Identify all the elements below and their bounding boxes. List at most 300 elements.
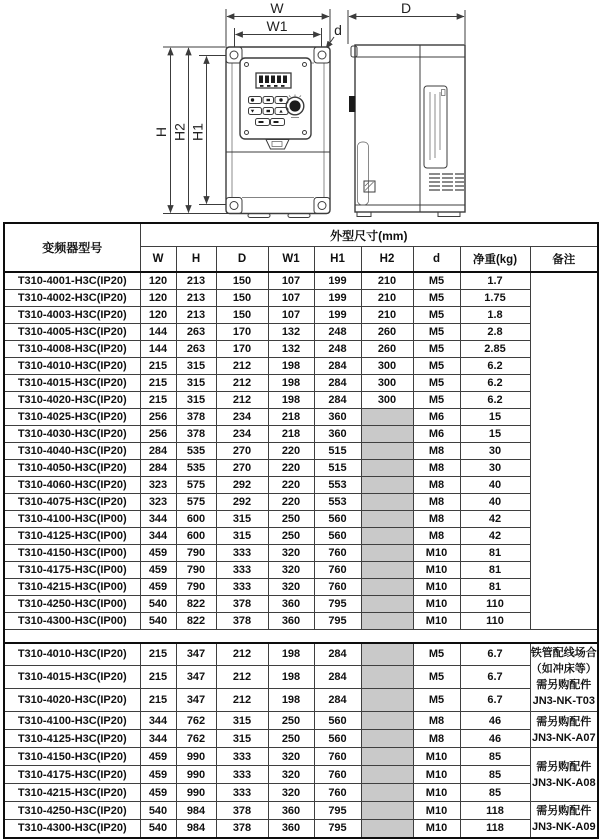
table-row xyxy=(4,391,598,408)
dim-cell: 1.7 xyxy=(460,272,530,289)
table-row xyxy=(4,612,598,629)
dim-cell: M5 xyxy=(413,340,460,357)
separator-row xyxy=(4,629,598,643)
table-row xyxy=(4,459,598,476)
dim-cell: 132 xyxy=(268,340,314,357)
dim-cell: 107 xyxy=(268,289,314,306)
dim-cell: M8 xyxy=(413,510,460,527)
dim-cell: 284 xyxy=(314,374,361,391)
model-cell: T310-4020-H3C(IP20) xyxy=(4,689,140,712)
header-model: 变频器型号 xyxy=(4,223,140,272)
model-cell: T310-4008-H3C(IP20) xyxy=(4,340,140,357)
remark-line: 需另购配件 xyxy=(536,679,592,692)
table-row xyxy=(4,784,598,802)
dim-cell: 300 xyxy=(361,374,413,391)
dim-cell: 990 xyxy=(176,748,216,766)
dim-cell: 212 xyxy=(216,357,268,374)
table-row xyxy=(4,306,598,323)
dim-cell: M5 xyxy=(413,689,460,712)
model-cell: T310-4125-H3C(IP00) xyxy=(4,527,140,544)
dim-cell: 215 xyxy=(140,374,176,391)
dim-cell: 215 xyxy=(140,666,176,689)
remark-line: JN3-NK-A09 xyxy=(532,821,596,834)
dim-cell: 459 xyxy=(140,544,176,561)
dim-label-d: d xyxy=(334,22,342,38)
dim-cell: 333 xyxy=(216,748,268,766)
dim-cell: M5 xyxy=(413,289,460,306)
dim-cell: 210 xyxy=(361,289,413,306)
table-row xyxy=(4,666,598,689)
dim-cell: M5 xyxy=(413,357,460,374)
dim-cell: 292 xyxy=(216,493,268,510)
dim-label-w: W xyxy=(270,0,284,16)
model-cell: T310-4020-H3C(IP20) xyxy=(4,391,140,408)
table-row xyxy=(4,510,598,527)
dim-cell xyxy=(361,459,413,476)
model-cell: T310-4150-H3C(IP00) xyxy=(4,544,140,561)
dim-cell: 248 xyxy=(314,340,361,357)
dim-cell: 250 xyxy=(268,730,314,748)
dim-cell: 575 xyxy=(176,476,216,493)
dim-cell: 540 xyxy=(140,820,176,838)
dim-cell: 256 xyxy=(140,408,176,425)
dim-cell: 560 xyxy=(314,730,361,748)
dim-cell: 210 xyxy=(361,306,413,323)
dim-cell: 984 xyxy=(176,802,216,820)
dim-cell: 199 xyxy=(314,289,361,306)
dim-cell: M8 xyxy=(413,476,460,493)
front-view xyxy=(153,0,342,218)
table-row xyxy=(4,442,598,459)
dim-cell: 535 xyxy=(176,442,216,459)
dim-cell: 212 xyxy=(216,689,268,712)
remark-line: JN3-NK-T03 xyxy=(532,695,595,708)
dim-cell: M6 xyxy=(413,425,460,442)
dim-cell: 790 xyxy=(176,578,216,595)
dim-cell: 150 xyxy=(216,289,268,306)
dim-cell: 333 xyxy=(216,578,268,595)
dim-cell: 459 xyxy=(140,748,176,766)
dim-cell: 378 xyxy=(216,820,268,838)
dim-cell: 118 xyxy=(460,820,530,838)
dim-cell: 263 xyxy=(176,323,216,340)
dim-cell xyxy=(361,748,413,766)
dim-cell: 284 xyxy=(140,459,176,476)
dim-cell: 234 xyxy=(216,425,268,442)
dim-cell xyxy=(361,442,413,459)
dim-cell: 6.2 xyxy=(460,357,530,374)
dim-cell: 320 xyxy=(268,748,314,766)
model-cell: T310-4003-H3C(IP20) xyxy=(4,306,140,323)
dim-cell: 132 xyxy=(268,323,314,340)
dim-cell: 85 xyxy=(460,748,530,766)
model-cell: T310-4250-H3C(IP20) xyxy=(4,802,140,820)
dim-cell: M8 xyxy=(413,730,460,748)
dim-cell: 378 xyxy=(176,408,216,425)
dim-cell xyxy=(361,527,413,544)
keypad-panel xyxy=(240,58,311,139)
dim-cell: 315 xyxy=(176,357,216,374)
dim-cell: 347 xyxy=(176,666,216,689)
dim-cell: 2.85 xyxy=(460,340,530,357)
dim-cell: 360 xyxy=(268,595,314,612)
dim-cell: 15 xyxy=(460,408,530,425)
header-remarks: 备注 xyxy=(530,247,598,273)
dim-cell xyxy=(361,612,413,629)
dim-cell: 150 xyxy=(216,306,268,323)
dim-cell: 220 xyxy=(268,442,314,459)
remark-line: 铁管配线场合 xyxy=(530,647,597,660)
table-row xyxy=(4,476,598,493)
dim-cell: 270 xyxy=(216,442,268,459)
dim-cell: 600 xyxy=(176,510,216,527)
dim-cell: 990 xyxy=(176,784,216,802)
dimension-drawing xyxy=(0,0,600,222)
dim-cell: 575 xyxy=(176,493,216,510)
side-view xyxy=(348,0,465,217)
dim-cell: 120 xyxy=(140,272,176,289)
dim-cell: 795 xyxy=(314,612,361,629)
separator-cell xyxy=(4,629,598,643)
dim-cell xyxy=(361,493,413,510)
dim-cell: 795 xyxy=(314,820,361,838)
table-row xyxy=(4,323,598,340)
dim-cell: 795 xyxy=(314,802,361,820)
dim-cell: 300 xyxy=(361,357,413,374)
dim-cell: 344 xyxy=(140,712,176,730)
dim-cell: 320 xyxy=(268,578,314,595)
dim-cell xyxy=(361,561,413,578)
dim-cell: M10 xyxy=(413,544,460,561)
dim-cell: 6.7 xyxy=(460,689,530,712)
dim-cell: 6.2 xyxy=(460,374,530,391)
dim-cell: 6.7 xyxy=(460,643,530,666)
model-cell: T310-4215-H3C(IP00) xyxy=(4,578,140,595)
model-cell: T310-4250-H3C(IP00) xyxy=(4,595,140,612)
dim-cell: 540 xyxy=(140,612,176,629)
dim-cell: 144 xyxy=(140,323,176,340)
dim-cell: 320 xyxy=(268,561,314,578)
dim-cell: 320 xyxy=(268,544,314,561)
dim-cell: 199 xyxy=(314,306,361,323)
table-row xyxy=(4,802,598,820)
dim-cell: M5 xyxy=(413,374,460,391)
dim-cell: M5 xyxy=(413,306,460,323)
dim-cell: 344 xyxy=(140,510,176,527)
dim-cell: 260 xyxy=(361,323,413,340)
dim-cell: 85 xyxy=(460,784,530,802)
dim-cell: 215 xyxy=(140,391,176,408)
dim-cell: 315 xyxy=(176,391,216,408)
dim-cell: 199 xyxy=(314,272,361,289)
dim-cell: 250 xyxy=(268,510,314,527)
table-row xyxy=(4,425,598,442)
dim-cell: 213 xyxy=(176,306,216,323)
dim-cell: 315 xyxy=(216,527,268,544)
dim-cell: 40 xyxy=(460,476,530,493)
table-row xyxy=(4,374,598,391)
dim-cell: 515 xyxy=(314,442,361,459)
dim-cell: 248 xyxy=(314,323,361,340)
dim-cell: 284 xyxy=(140,442,176,459)
dim-cell: 459 xyxy=(140,784,176,802)
remark-cell xyxy=(530,712,598,748)
dim-cell: 30 xyxy=(460,442,530,459)
dim-cell: 2.8 xyxy=(460,323,530,340)
table-row xyxy=(4,340,598,357)
dim-cell: 170 xyxy=(216,323,268,340)
dim-cell: M5 xyxy=(413,391,460,408)
dim-cell: M8 xyxy=(413,459,460,476)
model-cell: T310-4040-H3C(IP20) xyxy=(4,442,140,459)
dim-cell: 315 xyxy=(216,510,268,527)
dim-cell: 15 xyxy=(460,425,530,442)
dim-cell xyxy=(361,666,413,689)
model-cell: T310-4300-H3C(IP20) xyxy=(4,820,140,838)
dim-cell: M10 xyxy=(413,802,460,820)
remark-line: （如冲床等） xyxy=(530,663,597,676)
table-row xyxy=(4,730,598,748)
dim-cell: 378 xyxy=(216,612,268,629)
dim-cell: 378 xyxy=(176,425,216,442)
model-cell: T310-4050-H3C(IP20) xyxy=(4,459,140,476)
dim-cell: 263 xyxy=(176,340,216,357)
dim-cell: 760 xyxy=(314,784,361,802)
dim-cell: 760 xyxy=(314,578,361,595)
model-cell: T310-4175-H3C(IP00) xyxy=(4,561,140,578)
dim-cell: 150 xyxy=(216,272,268,289)
dim-cell: M8 xyxy=(413,527,460,544)
dim-cell: 260 xyxy=(361,340,413,357)
dim-label-h2: H2 xyxy=(171,123,188,141)
model-cell: T310-4215-H3C(IP20) xyxy=(4,784,140,802)
dim-cell: 600 xyxy=(176,527,216,544)
dim-cell: 118 xyxy=(460,802,530,820)
model-cell: T310-4100-H3C(IP00) xyxy=(4,510,140,527)
dim-cell: 560 xyxy=(314,712,361,730)
dim-cell: 822 xyxy=(176,595,216,612)
dim-label-depth: D xyxy=(400,0,412,16)
dim-cell: M10 xyxy=(413,578,460,595)
dim-cell: 284 xyxy=(314,689,361,712)
dim-cell: 540 xyxy=(140,595,176,612)
dim-cell: 315 xyxy=(216,712,268,730)
dim-cell: 1.75 xyxy=(460,289,530,306)
dim-cell: 220 xyxy=(268,493,314,510)
dim-cell: M10 xyxy=(413,595,460,612)
dim-cell xyxy=(361,476,413,493)
dim-label-h1: H1 xyxy=(189,123,206,141)
dim-cell: 198 xyxy=(268,374,314,391)
table-row xyxy=(4,544,598,561)
dim-cell: 333 xyxy=(216,766,268,784)
table-row xyxy=(4,357,598,374)
header-w1: W1 xyxy=(268,247,314,273)
dim-cell: 344 xyxy=(140,730,176,748)
table-row xyxy=(4,493,598,510)
dim-cell xyxy=(361,595,413,612)
dim-cell: 320 xyxy=(268,784,314,802)
dim-cell: 213 xyxy=(176,289,216,306)
model-cell: T310-4100-H3C(IP20) xyxy=(4,712,140,730)
header-h2: H2 xyxy=(361,247,413,273)
dim-cell: 553 xyxy=(314,493,361,510)
dim-cell: 300 xyxy=(361,391,413,408)
dim-cell: 218 xyxy=(268,408,314,425)
dim-cell: 760 xyxy=(314,766,361,784)
dim-cell: 210 xyxy=(361,272,413,289)
dim-label-h: H xyxy=(153,126,169,138)
remark-cell xyxy=(530,643,598,712)
table-row xyxy=(4,289,598,306)
table-header-row xyxy=(4,223,598,247)
dim-cell: M6 xyxy=(413,408,460,425)
model-cell: T310-4175-H3C(IP20) xyxy=(4,766,140,784)
model-cell: T310-4125-H3C(IP20) xyxy=(4,730,140,748)
dim-cell: 198 xyxy=(268,666,314,689)
dim-cell: 212 xyxy=(216,391,268,408)
model-cell: T310-4060-H3C(IP20) xyxy=(4,476,140,493)
dim-cell: M5 xyxy=(413,272,460,289)
dim-cell: M5 xyxy=(413,643,460,666)
dim-cell: 270 xyxy=(216,459,268,476)
dim-cell: 292 xyxy=(216,476,268,493)
dim-cell: 198 xyxy=(268,357,314,374)
dim-cell: 215 xyxy=(140,357,176,374)
model-cell: T310-4015-H3C(IP20) xyxy=(4,374,140,391)
dim-cell: M5 xyxy=(413,666,460,689)
dim-cell: M5 xyxy=(413,323,460,340)
dim-cell: 234 xyxy=(216,408,268,425)
table-row xyxy=(4,561,598,578)
header-h: H xyxy=(176,247,216,273)
dim-cell: 212 xyxy=(216,374,268,391)
dim-cell: 81 xyxy=(460,578,530,595)
dim-cell xyxy=(361,408,413,425)
model-cell: T310-4005-H3C(IP20) xyxy=(4,323,140,340)
dim-cell: 46 xyxy=(460,712,530,730)
dim-cell: 198 xyxy=(268,689,314,712)
dim-cell: 347 xyxy=(176,643,216,666)
dim-cell xyxy=(361,643,413,666)
dim-cell xyxy=(361,820,413,838)
dim-cell xyxy=(361,766,413,784)
dim-cell: M10 xyxy=(413,561,460,578)
dim-cell xyxy=(361,425,413,442)
dim-cell: 215 xyxy=(140,689,176,712)
dim-cell: 144 xyxy=(140,340,176,357)
dim-cell: 762 xyxy=(176,730,216,748)
dim-cell: 250 xyxy=(268,712,314,730)
header-weight: 净重(kg) xyxy=(460,247,530,273)
dim-cell: 256 xyxy=(140,425,176,442)
model-cell: T310-4030-H3C(IP20) xyxy=(4,425,140,442)
dim-cell: 284 xyxy=(314,357,361,374)
dim-cell: 333 xyxy=(216,784,268,802)
dim-cell xyxy=(361,712,413,730)
dim-cell: 212 xyxy=(216,643,268,666)
dim-cell: 30 xyxy=(460,459,530,476)
dim-cell: M10 xyxy=(413,612,460,629)
dim-cell: 535 xyxy=(176,459,216,476)
model-cell: T310-4002-H3C(IP20) xyxy=(4,289,140,306)
dim-cell: 46 xyxy=(460,730,530,748)
dim-cell: 790 xyxy=(176,544,216,561)
dim-cell: 560 xyxy=(314,510,361,527)
dim-cell: 120 xyxy=(140,289,176,306)
dim-cell xyxy=(361,544,413,561)
dim-cell: 822 xyxy=(176,612,216,629)
dim-cell: 220 xyxy=(268,459,314,476)
dim-cell: 320 xyxy=(268,766,314,784)
dim-cell: 360 xyxy=(268,612,314,629)
dim-cell: 315 xyxy=(216,730,268,748)
dim-cell: 360 xyxy=(314,425,361,442)
dim-cell: 250 xyxy=(268,527,314,544)
header-w: W xyxy=(140,247,176,273)
dim-cell: 760 xyxy=(314,544,361,561)
dim-cell: M10 xyxy=(413,766,460,784)
dim-cell: 360 xyxy=(268,820,314,838)
dim-cell: 110 xyxy=(460,612,530,629)
dim-cell: 107 xyxy=(268,272,314,289)
model-cell: T310-4075-H3C(IP20) xyxy=(4,493,140,510)
dim-cell: 284 xyxy=(314,666,361,689)
table-row xyxy=(4,643,598,666)
remark-line: 需另购配件 xyxy=(536,715,592,728)
dim-cell: 344 xyxy=(140,527,176,544)
dim-cell: M8 xyxy=(413,493,460,510)
dim-cell: 170 xyxy=(216,340,268,357)
dim-cell: 560 xyxy=(314,527,361,544)
header-h1: H1 xyxy=(314,247,361,273)
header-d: D xyxy=(216,247,268,273)
model-cell: T310-4001-H3C(IP20) xyxy=(4,272,140,289)
dim-cell xyxy=(361,689,413,712)
dim-cell: 107 xyxy=(268,306,314,323)
dim-cell: 40 xyxy=(460,493,530,510)
dim-cell: M8 xyxy=(413,442,460,459)
dim-cell: 110 xyxy=(460,595,530,612)
dim-cell: M10 xyxy=(413,748,460,766)
dim-cell: 42 xyxy=(460,510,530,527)
dim-cell: 6.2 xyxy=(460,391,530,408)
remark-cell xyxy=(530,802,598,838)
dim-cell: 1.8 xyxy=(460,306,530,323)
dim-cell: 760 xyxy=(314,748,361,766)
table-row xyxy=(4,408,598,425)
dim-cell: 459 xyxy=(140,561,176,578)
dim-cell: M10 xyxy=(413,784,460,802)
table-row xyxy=(4,766,598,784)
dim-cell: 323 xyxy=(140,493,176,510)
table-row xyxy=(4,820,598,838)
dimensions-table xyxy=(3,222,599,839)
dim-cell: 198 xyxy=(268,643,314,666)
model-cell: T310-4015-H3C(IP20) xyxy=(4,666,140,689)
dim-label-w1: W1 xyxy=(266,18,288,34)
dim-cell: 790 xyxy=(176,561,216,578)
dim-cell: M8 xyxy=(413,712,460,730)
model-cell: T310-4300-H3C(IP00) xyxy=(4,612,140,629)
model-cell: T310-4010-H3C(IP20) xyxy=(4,357,140,374)
dim-cell: M10 xyxy=(413,820,460,838)
dim-cell: 553 xyxy=(314,476,361,493)
dim-cell: 459 xyxy=(140,578,176,595)
dim-cell: 6.7 xyxy=(460,666,530,689)
remark-line: JN3-NK-A08 xyxy=(532,776,596,789)
remark-cell xyxy=(530,272,598,629)
